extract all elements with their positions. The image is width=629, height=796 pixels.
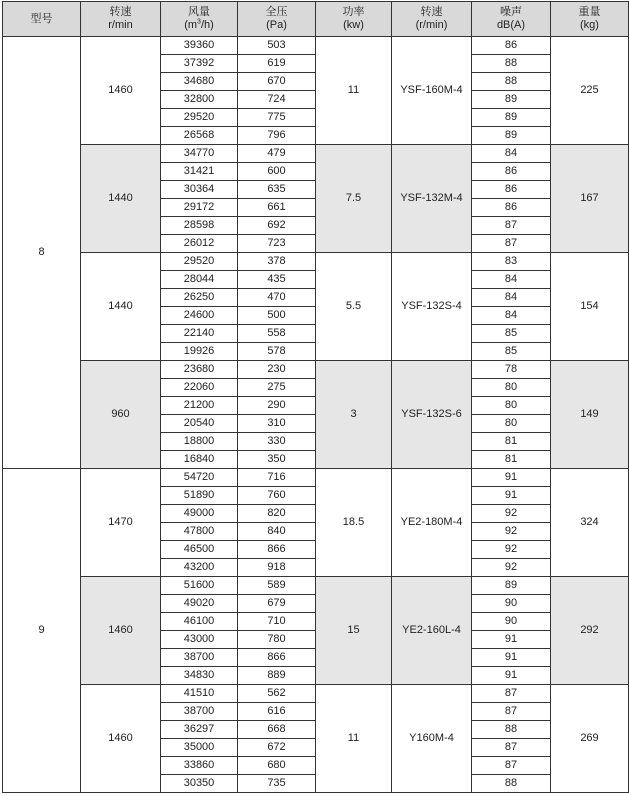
weight-cell: 149: [551, 361, 629, 469]
airflow-cell: 54720: [161, 469, 238, 487]
pressure-cell: 558: [238, 325, 316, 343]
airflow-cell: 21200: [161, 397, 238, 415]
noise-cell: 85: [472, 343, 551, 361]
noise-cell: 92: [472, 559, 551, 577]
noise-cell: 86: [472, 181, 551, 199]
pressure-cell: 820: [238, 505, 316, 523]
pressure-cell: 435: [238, 271, 316, 289]
noise-cell: 84: [472, 145, 551, 163]
noise-cell: 87: [472, 757, 551, 775]
noise-cell: 89: [472, 91, 551, 109]
pressure-cell: 378: [238, 253, 316, 271]
airflow-cell: 26012: [161, 235, 238, 253]
header-weight-unit: (kg): [580, 19, 599, 31]
header-speed-label: 转速: [109, 6, 132, 18]
airflow-cell: 22140: [161, 325, 238, 343]
pressure-cell: 578: [238, 343, 316, 361]
pressure-cell: 866: [238, 541, 316, 559]
airflow-cell: 46100: [161, 613, 238, 631]
pressure-cell: 470: [238, 289, 316, 307]
motor-cell: YSF-132S-6: [392, 361, 472, 469]
speed-cell: 1460: [81, 37, 161, 145]
airflow-cell: 26250: [161, 289, 238, 307]
model-cell: 9: [3, 469, 81, 793]
header-model-label: 型号: [30, 12, 53, 25]
noise-cell: 88: [472, 775, 551, 793]
noise-cell: 89: [472, 127, 551, 145]
weight-cell: 292: [551, 577, 629, 685]
pressure-cell: 330: [238, 433, 316, 451]
speed-cell: 1460: [81, 577, 161, 685]
noise-cell: 80: [472, 379, 551, 397]
motor-cell: YSF-132S-4: [392, 253, 472, 361]
pressure-cell: 310: [238, 415, 316, 433]
pressure-cell: 724: [238, 91, 316, 109]
pressure-cell: 796: [238, 127, 316, 145]
airflow-cell: 23680: [161, 361, 238, 379]
noise-cell: 83: [472, 253, 551, 271]
pressure-cell: 230: [238, 361, 316, 379]
pressure-cell: 679: [238, 595, 316, 613]
header-pressure-label: 全压: [265, 6, 288, 18]
noise-cell: 90: [472, 613, 551, 631]
noise-cell: 89: [472, 577, 551, 595]
pressure-cell: 350: [238, 451, 316, 469]
airflow-cell: 24600: [161, 307, 238, 325]
table-row: [3, 577, 629, 595]
airflow-cell: 39360: [161, 37, 238, 55]
pressure-cell: 562: [238, 685, 316, 703]
header-noise-label: 噪声: [500, 6, 522, 18]
weight-cell: 324: [551, 469, 629, 577]
airflow-cell: 38700: [161, 703, 238, 721]
power-cell: 18.5: [316, 469, 392, 577]
noise-cell: 87: [472, 235, 551, 253]
noise-cell: 86: [472, 199, 551, 217]
airflow-cell: 36297: [161, 721, 238, 739]
header-weight: [551, 2, 629, 37]
pressure-cell: 661: [238, 199, 316, 217]
weight-cell: 167: [551, 145, 629, 253]
airflow-cell: 49000: [161, 505, 238, 523]
noise-cell: 91: [472, 649, 551, 667]
pressure-cell: 889: [238, 667, 316, 685]
table-row: [3, 469, 629, 487]
speed-cell: 960: [81, 361, 161, 469]
noise-cell: 91: [472, 487, 551, 505]
motor-cell: YE2-180M-4: [392, 469, 472, 577]
airflow-cell: 30350: [161, 775, 238, 793]
header-speed-unit: r/min: [108, 19, 133, 31]
pressure-cell: 680: [238, 757, 316, 775]
noise-cell: 88: [472, 721, 551, 739]
airflow-cell: 28598: [161, 217, 238, 235]
speed-cell: 1440: [81, 145, 161, 253]
weight-cell: 154: [551, 253, 629, 361]
pressure-cell: 692: [238, 217, 316, 235]
noise-cell: 86: [472, 163, 551, 181]
noise-cell: 84: [472, 307, 551, 325]
model-cell: 8: [3, 37, 81, 469]
airflow-cell: 29172: [161, 199, 238, 217]
pressure-cell: 672: [238, 739, 316, 757]
airflow-cell: 31421: [161, 163, 238, 181]
noise-cell: 92: [472, 523, 551, 541]
power-cell: 5.5: [316, 253, 392, 361]
airflow-cell: 47800: [161, 523, 238, 541]
airflow-cell: 29520: [161, 253, 238, 271]
noise-cell: 84: [472, 271, 551, 289]
pressure-cell: 275: [238, 379, 316, 397]
pressure-cell: 500: [238, 307, 316, 325]
table-row: [3, 685, 629, 703]
airflow-cell: 16840: [161, 451, 238, 469]
header-motor-unit: (r/min): [415, 19, 448, 31]
fan-spec-table: [2, 1, 629, 793]
table-body: [3, 37, 629, 793]
pressure-cell: 479: [238, 145, 316, 163]
noise-cell: 87: [472, 217, 551, 235]
pressure-cell: 616: [238, 703, 316, 721]
header-pressure-unit: (Pa): [266, 19, 287, 31]
noise-cell: 91: [472, 469, 551, 487]
table-row: [3, 253, 629, 271]
airflow-cell: 26568: [161, 127, 238, 145]
noise-cell: 84: [472, 289, 551, 307]
noise-cell: 80: [472, 415, 551, 433]
pressure-cell: 619: [238, 55, 316, 73]
noise-cell: 88: [472, 55, 551, 73]
header-weight-label: 重量: [578, 6, 601, 18]
header-pressure: [238, 2, 316, 37]
pressure-cell: 840: [238, 523, 316, 541]
airflow-cell: 28044: [161, 271, 238, 289]
airflow-cell: 22060: [161, 379, 238, 397]
header-airflow: [161, 2, 238, 37]
airflow-cell: 34680: [161, 73, 238, 91]
pressure-cell: 723: [238, 235, 316, 253]
noise-cell: 85: [472, 325, 551, 343]
power-cell: 7.5: [316, 145, 392, 253]
pressure-cell: 600: [238, 163, 316, 181]
airflow-cell: 19926: [161, 343, 238, 361]
airflow-cell: 46500: [161, 541, 238, 559]
speed-cell: 1440: [81, 253, 161, 361]
pressure-cell: 503: [238, 37, 316, 55]
pressure-cell: 589: [238, 577, 316, 595]
motor-cell: YSF-132M-4: [392, 145, 472, 253]
speed-cell: 1470: [81, 469, 161, 577]
noise-cell: 89: [472, 109, 551, 127]
weight-cell: 269: [551, 685, 629, 793]
table-row: [3, 361, 629, 379]
airflow-cell: 41510: [161, 685, 238, 703]
noise-cell: 81: [472, 433, 551, 451]
table-row: [3, 145, 629, 163]
noise-cell: 92: [472, 505, 551, 523]
airflow-cell: 33860: [161, 757, 238, 775]
speed-cell: 1460: [81, 685, 161, 793]
airflow-cell: 35000: [161, 739, 238, 757]
pressure-cell: 668: [238, 721, 316, 739]
noise-cell: 88: [472, 73, 551, 91]
airflow-cell: 20540: [161, 415, 238, 433]
noise-cell: 78: [472, 361, 551, 379]
pressure-cell: 716: [238, 469, 316, 487]
header-power: [316, 2, 392, 37]
pressure-cell: 780: [238, 631, 316, 649]
motor-cell: Y160M-4: [392, 685, 472, 793]
airflow-cell: 51600: [161, 577, 238, 595]
weight-cell: 225: [551, 37, 629, 145]
table-row: [3, 37, 629, 55]
header-noise: [472, 2, 551, 37]
header-speed: [81, 2, 161, 37]
header-power-label: 功率: [342, 6, 365, 18]
motor-cell: YSF-160M-4: [392, 37, 472, 145]
header-model: [3, 2, 81, 37]
noise-cell: 87: [472, 685, 551, 703]
noise-cell: 91: [472, 631, 551, 649]
noise-cell: 91: [472, 667, 551, 685]
header-airflow-unit: $(m^3/h)$: [184, 18, 214, 31]
noise-cell: 81: [472, 451, 551, 469]
power-cell: 15: [316, 577, 392, 685]
header-motor: [392, 2, 472, 37]
pressure-cell: 775: [238, 109, 316, 127]
airflow-cell: 37392: [161, 55, 238, 73]
airflow-cell: 38700: [161, 649, 238, 667]
pressure-cell: 760: [238, 487, 316, 505]
noise-cell: 87: [472, 739, 551, 757]
header-airflow-label: 风量: [188, 6, 210, 18]
airflow-cell: 30364: [161, 181, 238, 199]
airflow-cell: 49020: [161, 595, 238, 613]
airflow-cell: 34770: [161, 145, 238, 163]
pressure-cell: 918: [238, 559, 316, 577]
airflow-cell: 32800: [161, 91, 238, 109]
pressure-cell: 866: [238, 649, 316, 667]
airflow-cell: 51890: [161, 487, 238, 505]
airflow-cell: 43000: [161, 631, 238, 649]
noise-cell: 86: [472, 37, 551, 55]
noise-cell: 92: [472, 541, 551, 559]
pressure-cell: 290: [238, 397, 316, 415]
airflow-cell: 43200: [161, 559, 238, 577]
power-cell: 3: [316, 361, 392, 469]
airflow-cell: 34830: [161, 667, 238, 685]
noise-cell: 80: [472, 397, 551, 415]
pressure-cell: 670: [238, 73, 316, 91]
power-cell: 11: [316, 37, 392, 145]
pressure-cell: 735: [238, 775, 316, 793]
noise-cell: 90: [472, 595, 551, 613]
header-row: [3, 2, 629, 37]
header-power-unit: (kw): [343, 19, 364, 31]
noise-cell: 87: [472, 703, 551, 721]
header-noise-unit: dB(A): [496, 19, 526, 31]
power-cell: 11: [316, 685, 392, 793]
airflow-cell: 18800: [161, 433, 238, 451]
pressure-cell: 635: [238, 181, 316, 199]
pressure-cell: 710: [238, 613, 316, 631]
motor-cell: YE2-160L-4: [392, 577, 472, 685]
airflow-cell: 29520: [161, 109, 238, 127]
header-motor-label: 转速: [420, 6, 443, 18]
